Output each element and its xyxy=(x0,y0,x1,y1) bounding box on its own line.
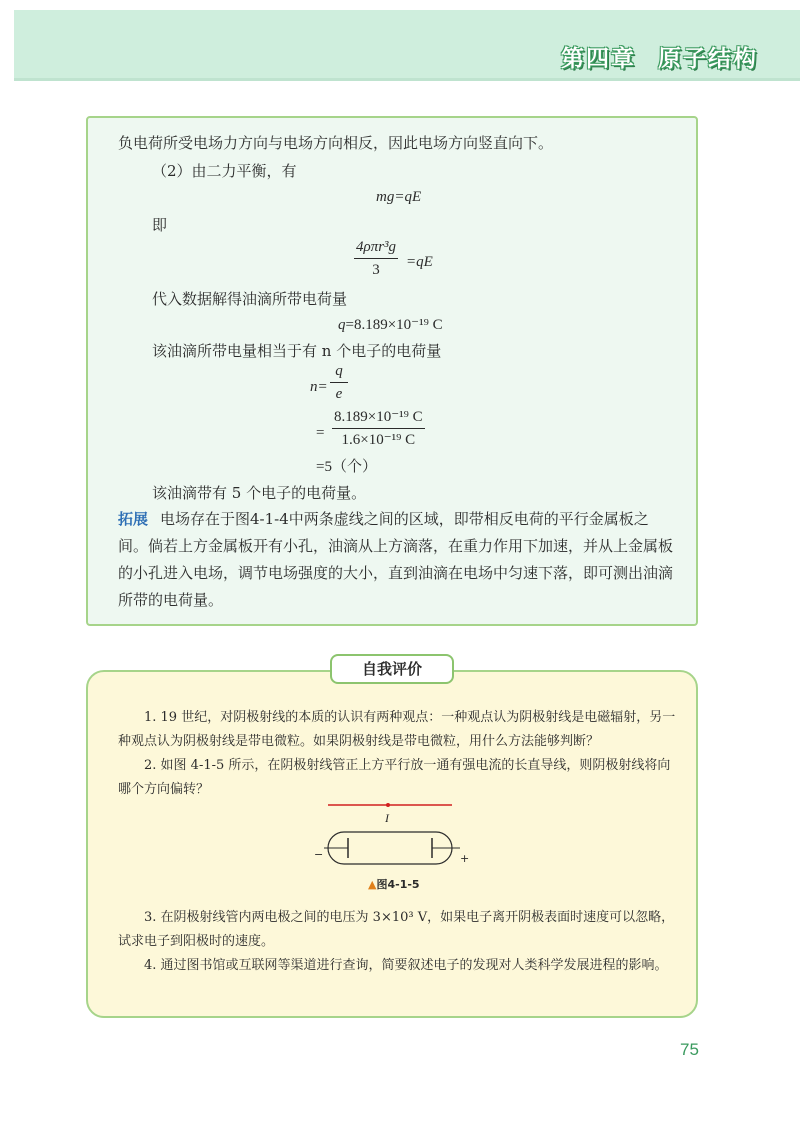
extension-text: 电场存在于图4-1-4中两条虚线之间的区域，即带相反电荷的平行金属板之间。倘若上方金属板开有小孔，油滴从上方滴落，在重力作用下加速，并从上金属板的小孔进入电场，调节电场强度的大小，直到油滴在电场中匀速下落，即可测出油滴所带的电荷量。 xyxy=(118,510,674,609)
self-evaluation-title: 自我评价 xyxy=(330,654,454,684)
figure-caption: ▲图4-1-5 xyxy=(368,878,420,891)
chapter-number: 第四章 xyxy=(561,46,636,72)
chapter-title xyxy=(561,40,758,73)
equation-result: =5（个） xyxy=(316,459,377,475)
question-1: 1. 19 世纪，对阴极射线的本质的认识有两种观点：一种观点认为阴极射线是电磁辐射，另一种观点认为阴极射线是带电微粒。如果阴极射线是带电微粒，用什么方法能够判断？ xyxy=(118,710,676,749)
solution-line: 该油滴所带电量相当于有 n 个电子的电荷量 xyxy=(152,342,442,360)
question-3: 3. 在阴极射线管内两电极之间的电压为 3×10³ V，如果电子离开阴极表面时速度可以忽略，试求电子到阳极时的速度。 xyxy=(118,910,675,949)
fraction-denominator: 3 xyxy=(372,262,380,278)
equation-charge: q=8.189×10⁻¹⁹ C xyxy=(338,317,443,333)
current-label: I xyxy=(385,811,389,825)
extension-paragraph xyxy=(118,506,678,614)
cathode-ray-tube-diagram xyxy=(310,800,480,872)
equation-n-fraction: $\frac{q}{e}$ xyxy=(330,360,348,405)
equation-volume-fraction xyxy=(354,236,398,281)
solution-line: （2）由二力平衡，有 xyxy=(152,162,297,180)
minus-sign: − xyxy=(314,848,324,861)
solution-box xyxy=(86,116,698,626)
solution-line: 代入数据解得油滴所带电荷量 xyxy=(152,290,348,308)
equation-n-numeric-fraction: $\frac{\text{8.189×10⁻¹⁹ C}}{\text{1.6×10⁻¹⁹ C}}$ xyxy=(332,406,425,451)
wire-dot xyxy=(386,803,390,807)
page-number: 75 xyxy=(680,1040,699,1059)
solution-line: 即 xyxy=(152,216,168,234)
equation-force-balance: mg=qE xyxy=(376,189,422,205)
extension-label: 拓展 xyxy=(118,510,149,528)
solution-line: 负电荷所受电场力方向与电场方向相反，因此电场方向竖直向下。 xyxy=(118,134,554,152)
equation-rhs: =qE xyxy=(406,254,433,270)
question-2: 2. 如图 4-1-5 所示，在阴极射线管正上方平行放一通有强电流的长直导线，则阴极射线将向哪个方向偏转？ xyxy=(118,758,671,797)
question-4: 4. 通过图书馆或互联网等渠道进行查询，简要叙述电子的发现对人类科学发展进程的影响。 xyxy=(144,958,668,973)
chapter-name: 原子结构 xyxy=(658,46,758,72)
equation-n-lhs: n= xyxy=(310,379,328,395)
plus-sign: + xyxy=(460,852,470,865)
equation-equals: = xyxy=(316,425,325,441)
caption-triangle-icon: ▲ xyxy=(368,878,377,891)
fraction-numerator: 4ρπr³g xyxy=(356,239,397,255)
solution-line: 该油滴带有 5 个电子的电荷量。 xyxy=(152,484,367,502)
